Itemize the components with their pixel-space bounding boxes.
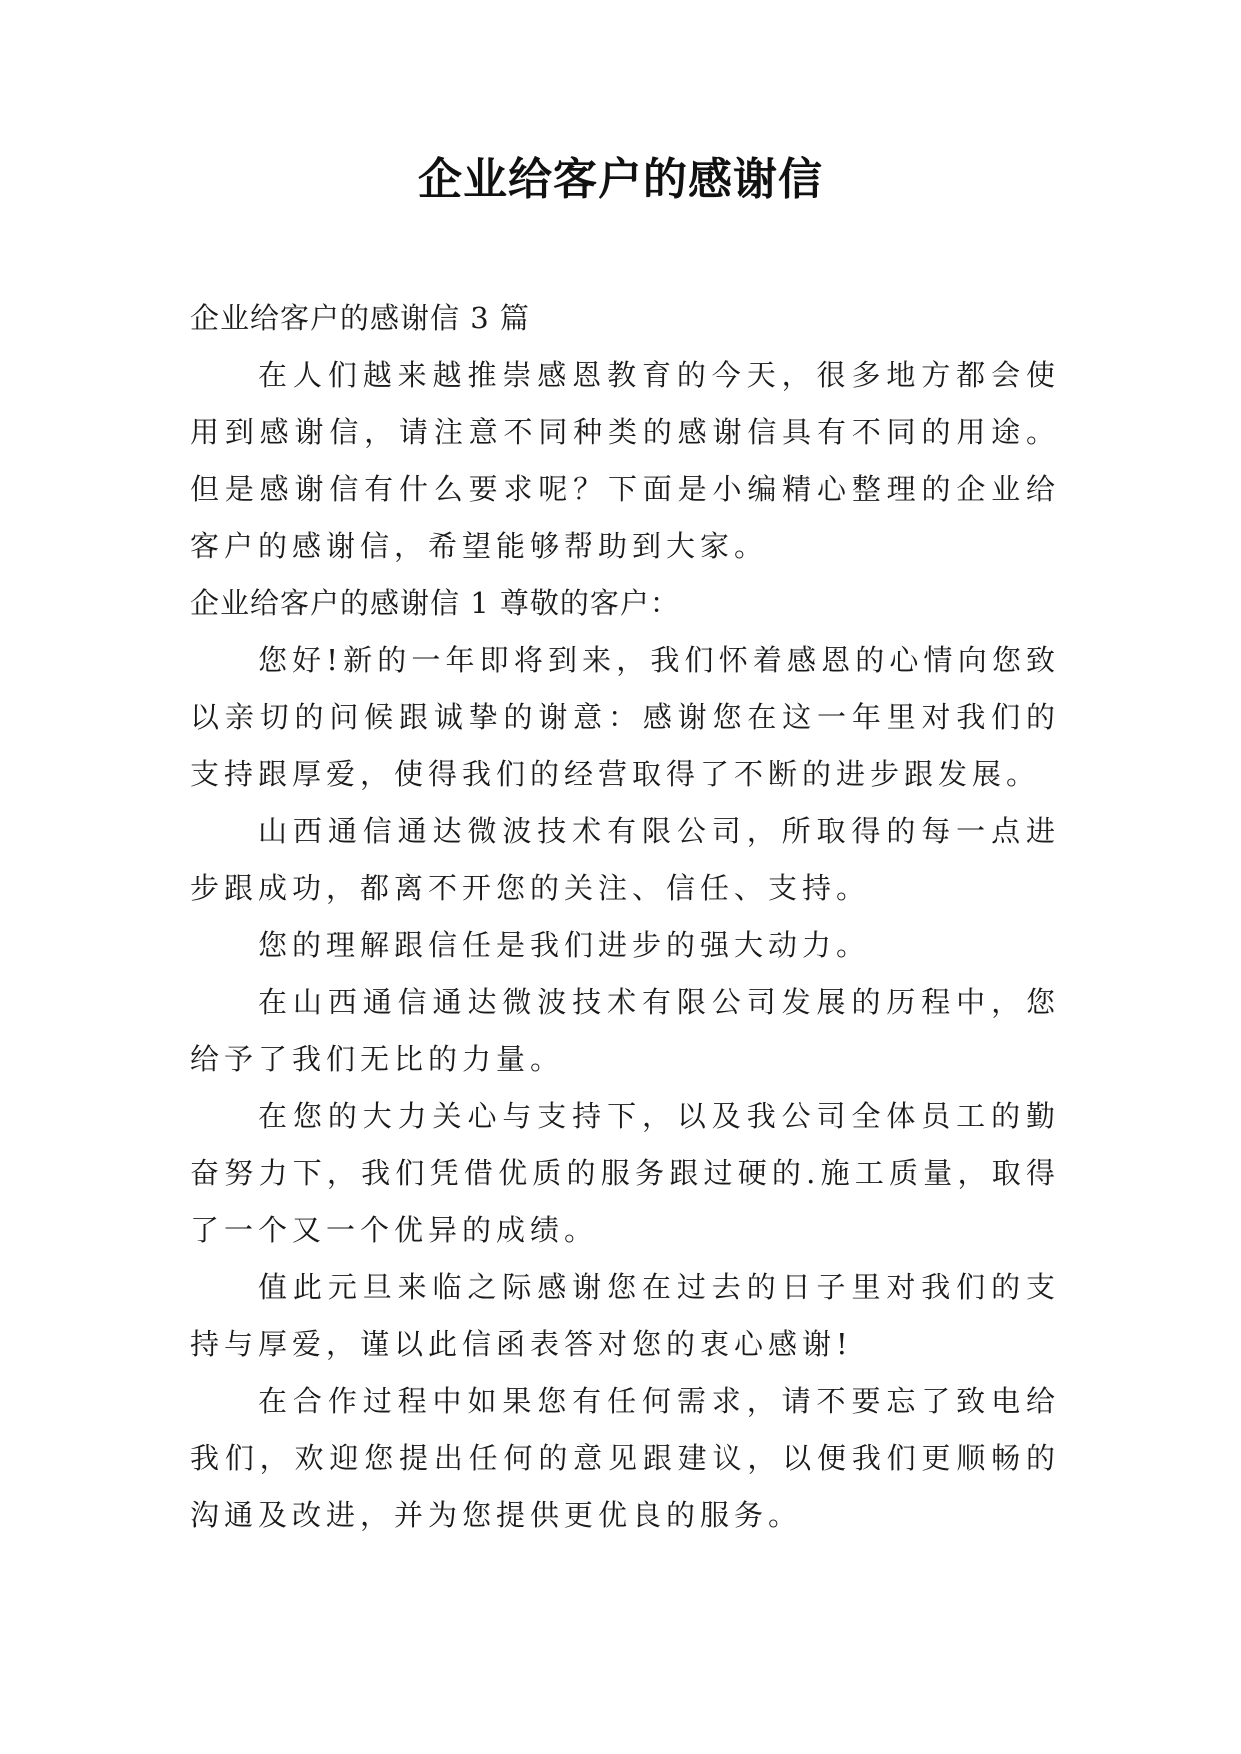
intro-paragraph: 在人们越来越推崇感恩教育的今天，很多地方都会使用到感谢信，请注意不同种类的感谢信具有不同的用途。但是感谢信有什么要求呢？下面是小编精心整理的企业给客户的感谢信，希望能够帮助到大家。 (190, 358, 1060, 563)
body-paragraph: 在合作过程中如果您有任何需求，请不要忘了致电给我们，欢迎您提出任何的意见跟建议，以便我们更顺畅的沟通及改进，并为您提供更优良的服务。 (190, 1384, 1060, 1532)
body-paragraph: 在您的大力关心与支持下，以及我公司全体员工的勤奋努力下，我们凭借优质的服务跟过硬的.施工质量，取得了一个又一个优异的成绩。 (190, 1099, 1060, 1247)
document-title: 企业给客户的感谢信 (418, 154, 823, 205)
subtitle-line: 企业给客户的感谢信 3 篇 (190, 301, 530, 335)
body-paragraph: 您的理解跟信任是我们进步的强大动力。 (258, 928, 871, 962)
document-body (190, 290, 1060, 1544)
body-paragraph: 山西通信通达微波技术有限公司，所取得的每一点进步跟成功，都离不开您的关注、信任、支持。 (190, 814, 1060, 905)
letter-heading: 企业给客户的感谢信 1 尊敬的客户： (190, 586, 680, 620)
body-paragraph: 值此元旦来临之际感谢您在过去的日子里对我们的支持与厚爱，谨以此信函表答对您的衷心感谢! (190, 1270, 1060, 1361)
body-paragraph: 您好!新的一年即将到来，我们怀着感恩的心情向您致以亲切的问候跟诚挚的谢意：感谢您在这一年里对我们的支持跟厚爱，使得我们的经营取得了不断的进步跟发展。 (190, 643, 1060, 791)
body-paragraph: 在山西通信通达微波技术有限公司发展的历程中，您给予了我们无比的力量。 (190, 985, 1060, 1076)
